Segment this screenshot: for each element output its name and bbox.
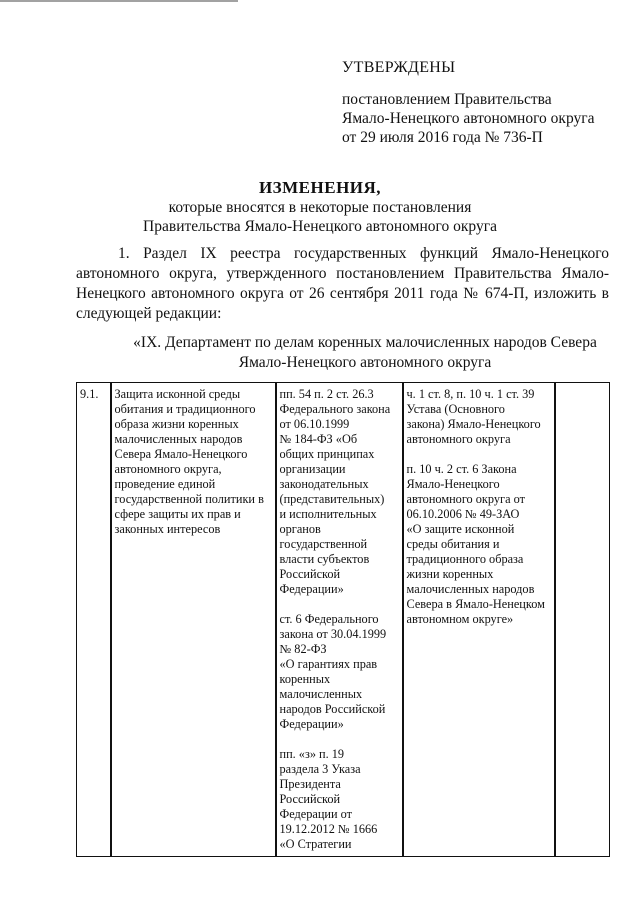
title-line-2: Правительства Ямало-Ненецкого автономного округа [143,218,497,235]
approval-line-2: Ямало-Ненецкого автономного округа [342,110,595,127]
federal-basis-3: пп. «з» п. 19 раздела 3 Указа Президента Российской Федерации от 19.12.2012 № 1666 «О Стратегии [279,747,378,851]
scan-edge-line [0,0,238,2]
registry-table [76,382,610,857]
approval-stamp [342,58,594,147]
title-line-1: которые вносятся в некоторые постановления [168,199,472,216]
approval-line-3: от 29 июля 2016 года № 736-П [342,129,543,146]
section-title-line-1: «IX. Департамент по делам коренных малочисленных народов Севера [133,334,597,351]
row-number: 9.1. [77,383,111,857]
amendment-paragraph: 1. Раздел IX реестра государственных функций Ямало-Ненецкого автономного округа, утвержденного постановлением Правительства Ямало-Ненецкого автономного округа от 26 сентября 2011 года № 674-П, изложить в следующей редакции: [76,245,609,322]
regional-basis-2: п. 10 ч. 2 ст. 6 Закона Ямало-Ненецкого автономного округа от 06.10.2006 № 49-ЗАО «О защите исконной среды обитания и традиционного образа жизни коренных малочисленных народов Севера в Ямало-Ненецком автономном округе» [406,462,545,626]
federal-basis-cell [276,383,403,857]
title-main: ИЗМЕНЕНИЯ, [258,178,382,197]
approval-heading: УТВЕРЖДЕНЫ [342,59,456,76]
section-title-line-2: Ямало-Ненецкого автономного округа [238,354,492,371]
regional-basis-cell [403,383,555,857]
table-row [77,383,610,857]
federal-basis-1: пп. 54 п. 2 ст. 26.3 Федерального закона от 06.10.1999 № 184-ФЗ «Об общих принципах организации законодательных (представительных) и исполнительных органов государственной власти субъектов Российской Федерации» [279,387,391,596]
function-description: Защита исконной среды обитания и традиционного образа жизни коренных малочисленных народов Севера Ямало-Ненецкого автономного округа, проведение единой государственной политики в сфере защиты их прав и законных интересов [111,383,276,857]
regional-basis-1: ч. 1 ст. 8, п. 10 ч. 1 ст. 39 Устава (Основного закона) Ямало-Ненецкого автономного округа [406,387,541,446]
approval-line-1: постановлением Правительства [342,91,552,108]
document-title [60,178,580,236]
federal-basis-2: ст. 6 Федерального закона от 30.04.1999 № 82-ФЗ «О гарантиях прав коренных малочисленных народов Российской Федерации» [279,612,387,731]
section-title [130,333,600,373]
empty-cell [555,383,610,857]
